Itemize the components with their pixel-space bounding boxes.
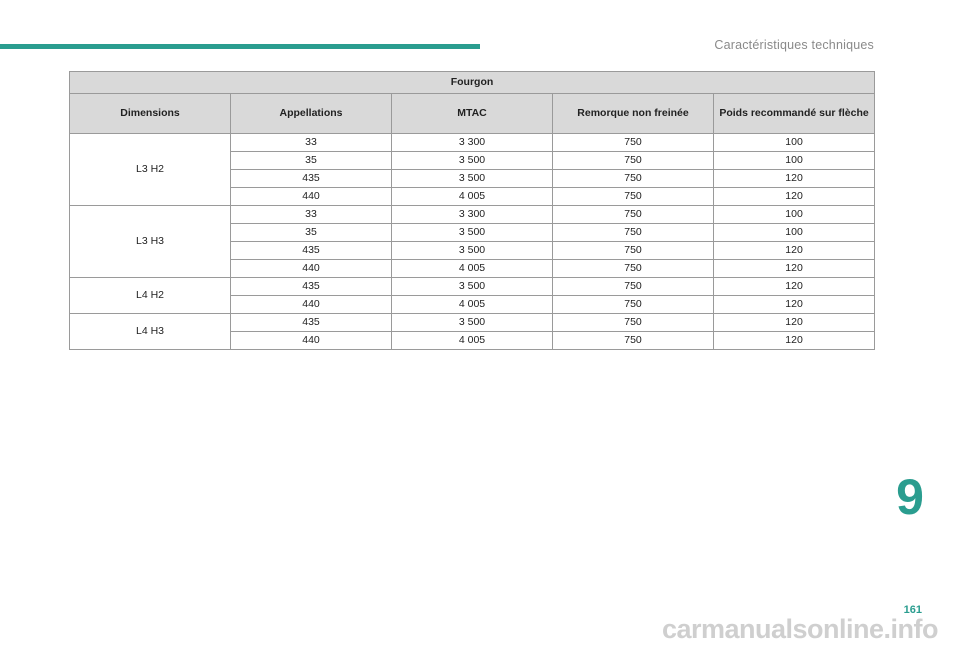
table-cell: 750 (553, 134, 714, 152)
column-header-mtac: MTAC (392, 94, 553, 134)
table-cell: 435 (231, 242, 392, 260)
table-cell: 750 (553, 296, 714, 314)
watermark: carmanualsonline.info (661, 614, 938, 644)
table-cell: 750 (553, 260, 714, 278)
column-header-noseweight: Poids recommandé sur flèche (714, 94, 875, 134)
table-cell: 750 (553, 278, 714, 296)
table-cell: 750 (553, 170, 714, 188)
table-cell: 750 (553, 314, 714, 332)
table-cell: 120 (714, 242, 875, 260)
table-cell: 440 (231, 260, 392, 278)
dimension-cell: L3 H2 (70, 134, 231, 206)
table-cell: 100 (714, 206, 875, 224)
table-cell: 35 (231, 152, 392, 170)
column-header-appellations: Appellations (231, 94, 392, 134)
table-cell: 100 (714, 224, 875, 242)
table-cell: 750 (553, 332, 714, 350)
table-cell: 750 (553, 242, 714, 260)
table-row (70, 206, 875, 224)
table-cell: 750 (553, 224, 714, 242)
table-title: Fourgon (70, 72, 875, 94)
specifications-table (69, 71, 875, 350)
page-number: 161 (903, 604, 922, 616)
table-cell: 440 (231, 296, 392, 314)
table-cell: 3 500 (392, 242, 553, 260)
table-cell: 750 (553, 152, 714, 170)
table-cell: 4 005 (392, 296, 553, 314)
table-cell: 120 (714, 278, 875, 296)
table-cell: 3 300 (392, 134, 553, 152)
table-cell: 33 (231, 134, 392, 152)
table-cell: 440 (231, 188, 392, 206)
column-header-unbraked-trailer: Remorque non freinée (553, 94, 714, 134)
table-cell: 750 (553, 206, 714, 224)
header-accent-bar (0, 44, 480, 49)
chapter-number: 9 (896, 469, 924, 525)
table-cell: 435 (231, 278, 392, 296)
table-cell: 35 (231, 224, 392, 242)
table-body (70, 134, 875, 350)
table-cell: 4 005 (392, 332, 553, 350)
table-row (70, 314, 875, 332)
table-cell: 3 500 (392, 278, 553, 296)
section-title: Caractéristiques techniques (714, 38, 874, 52)
dimension-cell: L4 H3 (70, 314, 231, 350)
table-cell: 120 (714, 170, 875, 188)
table-cell: 120 (714, 260, 875, 278)
table-cell: 120 (714, 188, 875, 206)
table-cell: 3 500 (392, 152, 553, 170)
table-cell: 33 (231, 206, 392, 224)
table-cell: 435 (231, 314, 392, 332)
table-cell: 750 (553, 188, 714, 206)
table-cell: 3 500 (392, 170, 553, 188)
table-cell: 4 005 (392, 188, 553, 206)
dimension-cell: L3 H3 (70, 206, 231, 278)
table-cell: 440 (231, 332, 392, 350)
table-cell: 3 300 (392, 206, 553, 224)
dimension-cell: L4 H2 (70, 278, 231, 314)
table-cell: 120 (714, 332, 875, 350)
table-cell: 435 (231, 170, 392, 188)
table-cell: 120 (714, 314, 875, 332)
table-cell: 100 (714, 134, 875, 152)
table-cell: 120 (714, 296, 875, 314)
table-cell: 3 500 (392, 314, 553, 332)
column-header-dimensions: Dimensions (70, 94, 231, 134)
table-cell: 3 500 (392, 224, 553, 242)
table-row (70, 278, 875, 296)
table-cell: 4 005 (392, 260, 553, 278)
table-cell: 100 (714, 152, 875, 170)
table-row (70, 134, 875, 152)
